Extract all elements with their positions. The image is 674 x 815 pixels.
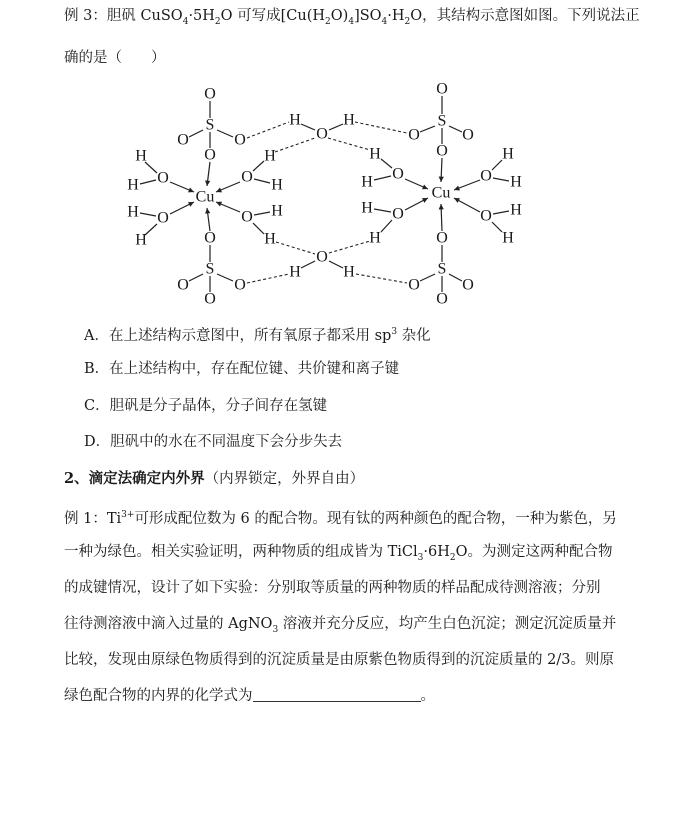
text: 绿色配合物的内界的化学式为	[64, 688, 253, 704]
oxygen-atom: O	[462, 276, 474, 294]
text: 例 1：Ti	[64, 510, 122, 527]
oxygen-atom: O	[204, 146, 216, 164]
oxygen-atom: O	[316, 125, 328, 143]
covalent-bond	[217, 130, 233, 137]
coordinate-bond-arrowhead	[439, 176, 444, 182]
text: 往待测溶液中滴入过量的 AgNO	[64, 616, 273, 632]
covalent-bond	[492, 222, 502, 232]
text: O，其结构示意图如图。下列说法正	[410, 8, 640, 24]
text: 溶液并充分反应，均产生白色沉淀；测定沉淀质量并	[278, 616, 617, 632]
example1-line6	[64, 686, 435, 706]
text: 。	[420, 688, 435, 704]
hydrogen-bond	[356, 274, 407, 283]
covalent-bond	[253, 223, 264, 234]
subscript: 4	[348, 16, 355, 27]
covalent-bond	[420, 126, 435, 132]
sulfur-atom: S	[437, 112, 447, 130]
text: A．在上述结构示意图中，所有氧原子都采用 sp	[84, 327, 392, 344]
hydrogen-atom: H	[361, 199, 373, 217]
covalent-bond	[381, 220, 392, 232]
option-a	[84, 322, 431, 346]
section-subtitle: （内界锁定，外界自由）	[204, 471, 365, 487]
covalent-bond	[145, 162, 157, 173]
oxygen-atom: O	[392, 205, 404, 223]
example1-line4	[64, 614, 616, 640]
hydrogen-atom: H	[502, 145, 514, 163]
covalent-bond	[253, 161, 264, 171]
sulfur-atom: S	[205, 116, 215, 134]
covalent-bond	[374, 176, 391, 180]
oxygen-atom: O	[436, 142, 448, 160]
oxygen-atom: O	[234, 276, 246, 294]
subscript: 4	[381, 16, 388, 27]
oxygen-atom: O	[157, 209, 169, 227]
text: 例 3：胆矾 CuSO	[64, 8, 183, 24]
hydrogen-atom: H	[264, 147, 276, 165]
covalent-bond	[381, 159, 392, 168]
structure-diagram	[0, 78, 674, 318]
hydrogen-bond	[328, 138, 370, 150]
text: ·6H	[423, 544, 450, 560]
covalent-bond	[254, 179, 270, 183]
example1-line3: 的成键情况，设计了如下实验：分别取等质量的两种物质的样品配成待测溶液；分别	[64, 580, 601, 596]
text: ]SO	[354, 8, 382, 24]
covalent-bond	[254, 212, 270, 215]
covalent-bond	[492, 160, 502, 170]
text: 杂化	[397, 327, 431, 344]
hydrogen-atom: H	[135, 231, 147, 249]
oxygen-atom: O	[241, 168, 253, 186]
oxygen-atom: O	[204, 85, 216, 103]
copper-atom: Cu	[195, 188, 215, 206]
example3-line1	[64, 6, 640, 32]
oxygen-atom: O	[436, 229, 448, 247]
example1-line2	[64, 542, 613, 568]
hydrogen-atom: H	[289, 263, 301, 281]
subscript: 2	[214, 16, 221, 27]
hydrogen-atom: H	[361, 173, 373, 191]
covalent-bond	[301, 261, 315, 268]
hydrogen-atom: H	[369, 145, 381, 163]
hydrogen-atom: H	[264, 230, 276, 248]
covalent-bond	[217, 274, 233, 281]
text: ·5H	[188, 8, 215, 24]
oxygen-atom: O	[204, 229, 216, 247]
oxygen-atom: O	[204, 290, 216, 308]
text: O 可写成[Cu(H	[220, 8, 326, 24]
example1-line5: 比较，发现由原绿色物质得到的沉淀质量是由原紫色物质得到的沉淀质量的 2/3。则原	[64, 652, 614, 668]
copper-atom: Cu	[431, 184, 451, 202]
oxygen-atom: O	[436, 290, 448, 308]
covalent-bond	[189, 274, 203, 281]
hydrogen-atom: H	[127, 176, 139, 194]
oxygen-atom: O	[316, 248, 328, 266]
sulfur-atom: S	[437, 260, 447, 278]
covalent-bond	[420, 274, 435, 281]
hydrogen-atom: H	[289, 111, 301, 129]
section-title: 2、滴定法确定内外界	[64, 470, 205, 487]
text: ·H	[387, 8, 405, 24]
text: 可形成配位数为 6 的配合物。现有钛的两种颜色的配合物，一种为紫色，另	[134, 510, 617, 527]
oxygen-atom: O	[157, 169, 169, 187]
oxygen-atom: O	[177, 276, 189, 294]
text: O)	[330, 8, 349, 24]
sulfur-atom: S	[205, 260, 215, 278]
oxygen-atom: O	[408, 276, 420, 294]
subscript: 3	[417, 552, 424, 563]
subscript: 4	[182, 16, 189, 27]
option-d: D．胆矾中的水在不同温度下会分步失去	[84, 434, 343, 450]
hydrogen-bond	[247, 122, 289, 138]
covalent-bond	[493, 211, 509, 214]
oxygen-atom: O	[234, 131, 246, 149]
answer-blank[interactable]	[253, 687, 421, 702]
hydrogen-bond	[275, 138, 315, 152]
hydrogen-atom: H	[343, 111, 355, 129]
hydrogen-bond	[247, 274, 289, 283]
coordinate-bond-arrowhead	[439, 204, 444, 209]
subscript: 3	[272, 624, 279, 635]
hydrogen-atom: H	[135, 147, 147, 165]
covalent-bond	[140, 180, 156, 184]
hydrogen-atom: H	[127, 203, 139, 221]
subscript: 2	[404, 16, 411, 27]
text: 一种为绿色。相关实验证明，两种物质的组成皆为 TiCl	[64, 544, 418, 560]
covalent-bond	[374, 209, 391, 212]
oxygen-atom: O	[480, 167, 492, 185]
hydrogen-bond	[355, 122, 407, 133]
covalent-bond	[189, 130, 203, 137]
hydrogen-bond	[276, 242, 315, 254]
covalent-bond	[145, 224, 157, 235]
superscript: 3	[391, 327, 398, 337]
oxygen-atom: O	[436, 80, 448, 98]
oxygen-atom: O	[408, 126, 420, 144]
example1-line1	[64, 505, 617, 529]
covalent-bond	[449, 126, 462, 132]
option-b: B．在上述结构中，存在配位键、共价键和离子键	[84, 361, 400, 377]
hydrogen-atom: H	[343, 263, 355, 281]
hydrogen-atom: H	[502, 229, 514, 247]
option-c: C．胆矾是分子晶体，分子间存在氢键	[84, 398, 328, 414]
covalent-bond	[449, 274, 462, 281]
covalent-bond	[329, 124, 343, 130]
subscript: 2	[325, 16, 331, 27]
subscript: 2	[449, 552, 456, 563]
section2-heading	[64, 469, 364, 489]
oxygen-atom: O	[462, 126, 474, 144]
covalent-bond	[301, 124, 315, 130]
oxygen-atom: O	[177, 131, 189, 149]
hydrogen-atom: H	[271, 202, 283, 220]
hydrogen-atom: H	[271, 176, 283, 194]
hydrogen-atom: H	[510, 201, 522, 219]
oxygen-atom: O	[392, 165, 404, 183]
example3-line2: 确的是（ ）	[64, 50, 166, 66]
hydrogen-bond	[329, 241, 370, 253]
superscript: 3+	[121, 510, 135, 520]
hydrogen-atom: H	[510, 173, 522, 191]
covalent-bond	[493, 178, 509, 181]
oxygen-atom: O	[480, 207, 492, 225]
covalent-bond	[329, 261, 343, 268]
text: O。为测定这两种配合物	[455, 544, 613, 560]
oxygen-atom: O	[241, 208, 253, 226]
covalent-bond	[140, 213, 156, 216]
hydrogen-atom: H	[369, 229, 381, 247]
